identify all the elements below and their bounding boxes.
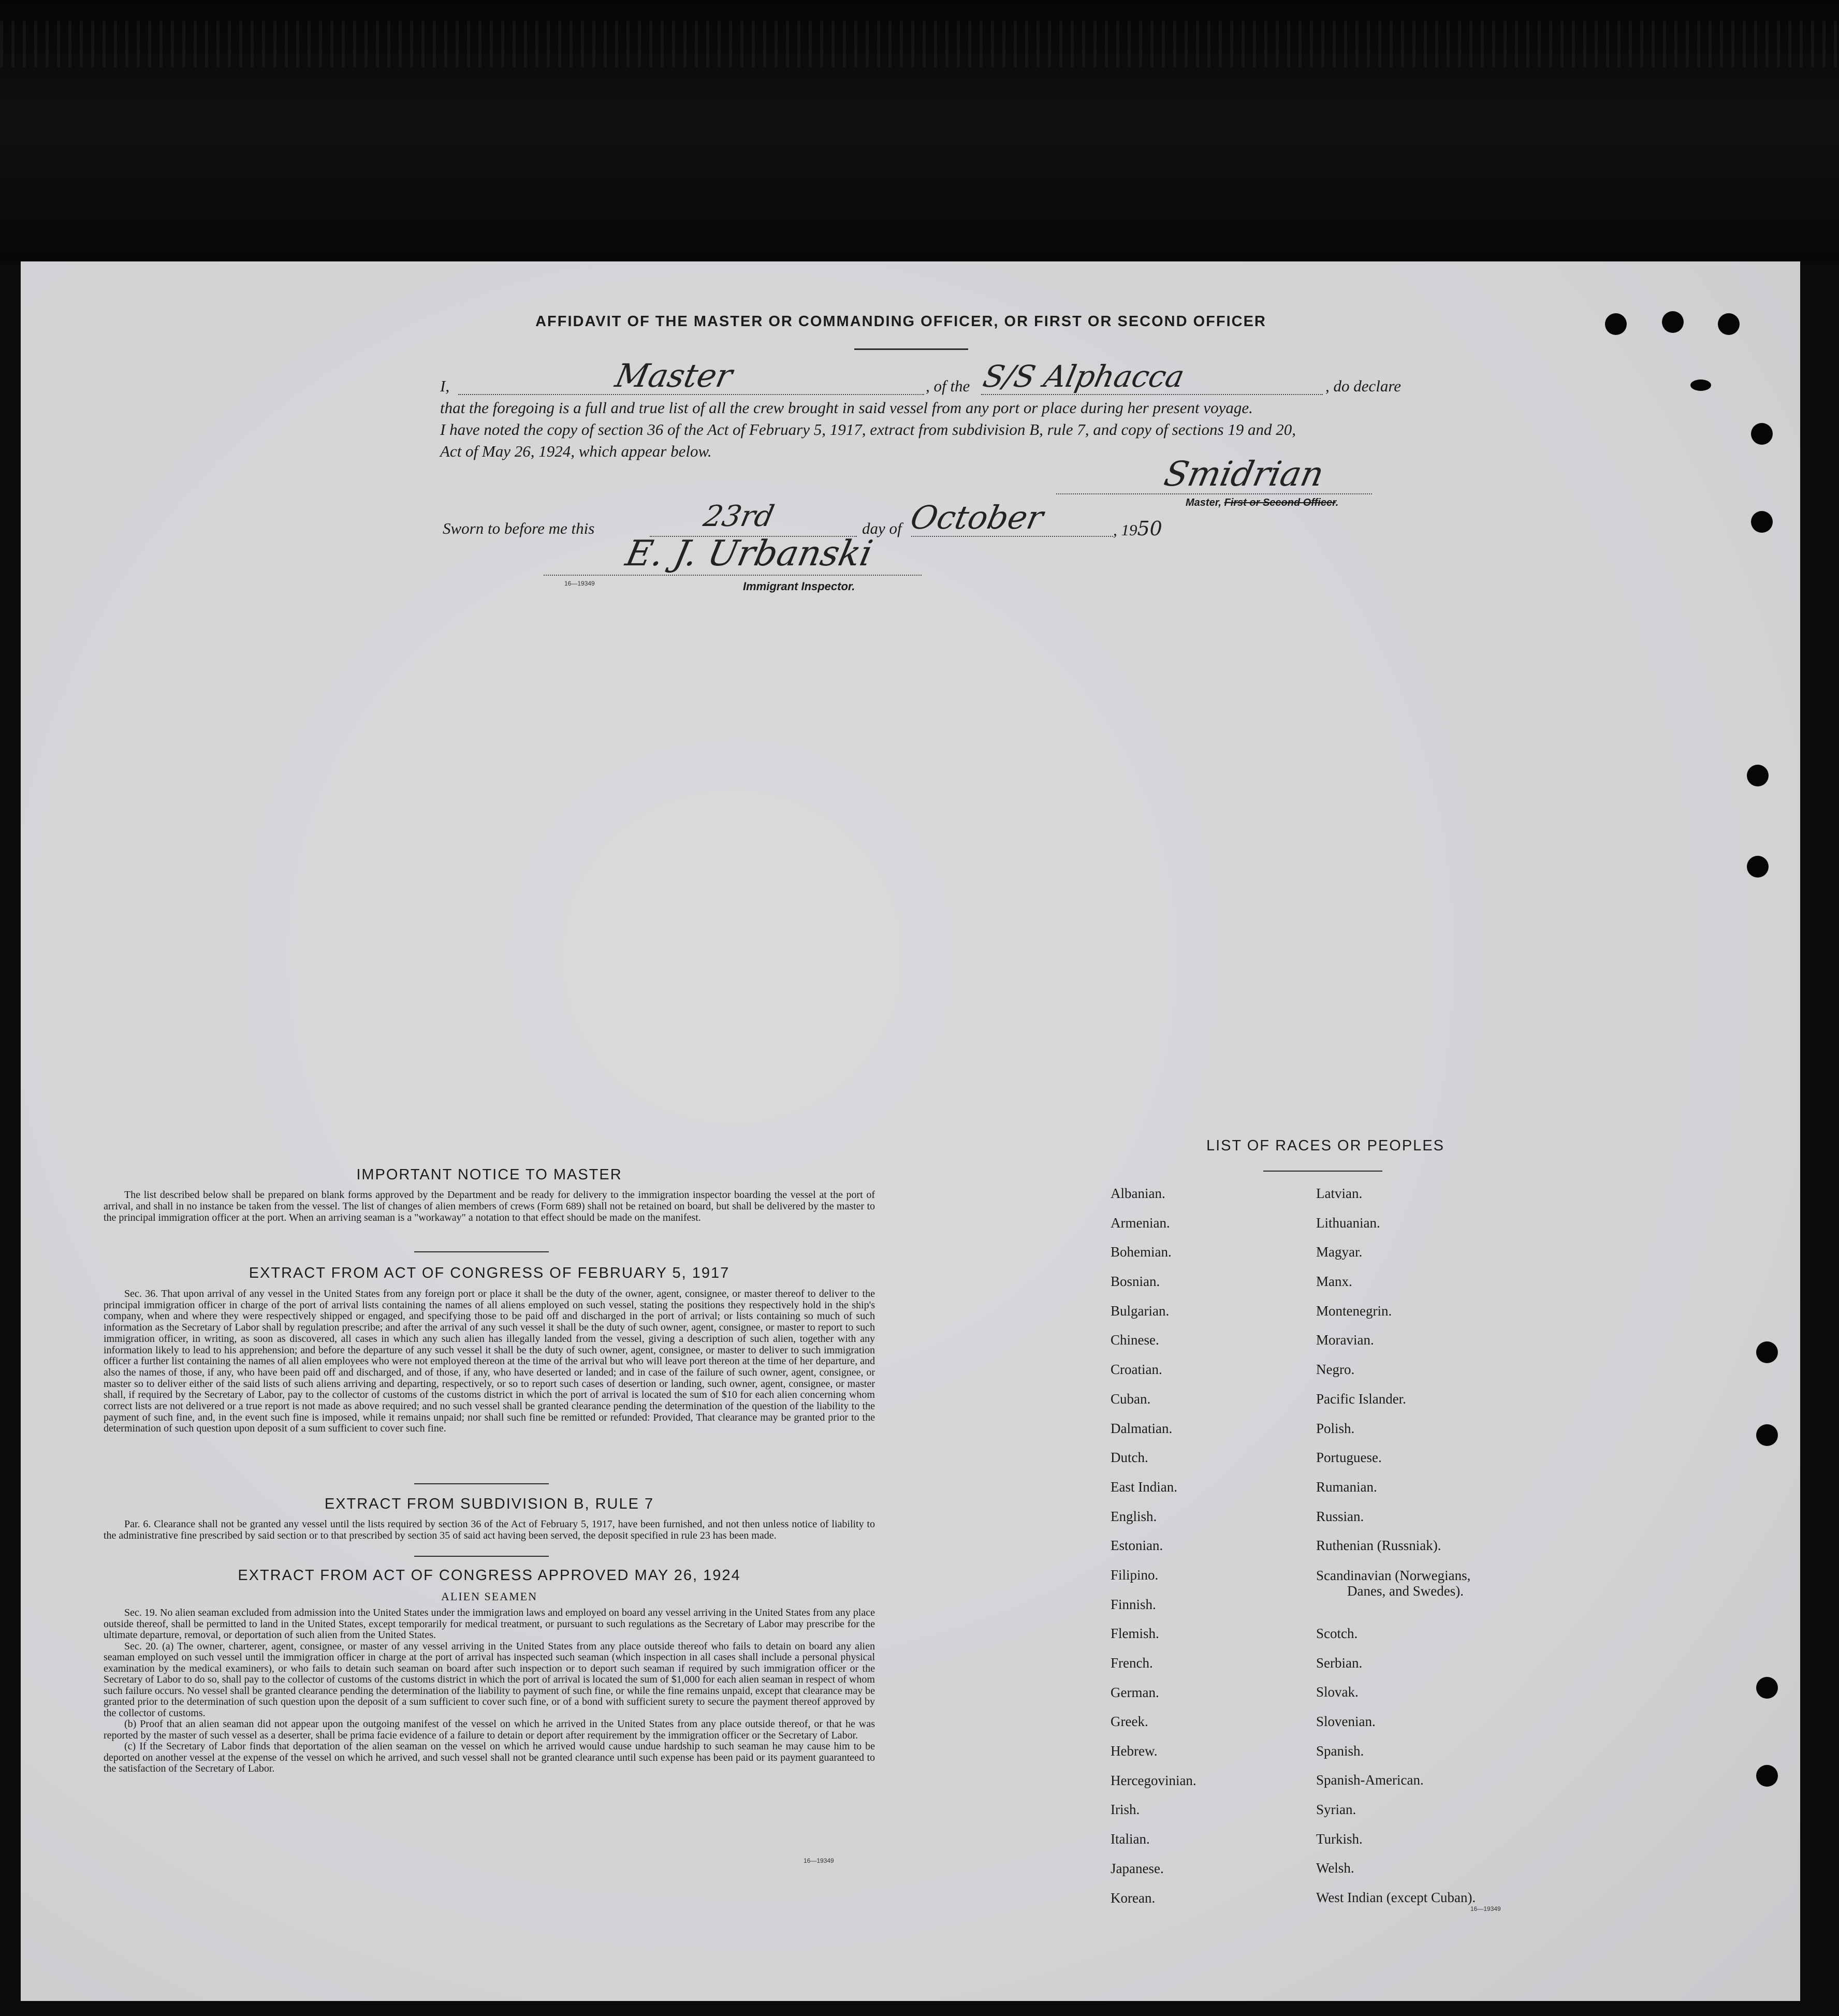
race-item: Chinese. [1111,1332,1159,1348]
race-item: Korean. [1111,1890,1156,1906]
of-the-label: , of the [926,377,970,395]
sworn-label: Sworn to before me this [443,519,595,537]
extract-1917-title: EXTRACT FROM ACT OF CONGRESS OF FEBRUARY 5, 1917 [249,1265,730,1281]
extract-1924-body [104,1608,875,1775]
race-item: Irish. [1111,1802,1140,1818]
affidavit-form-number: 16—19349 [564,580,595,587]
punch-hole [1747,856,1769,878]
race-item: English. [1111,1508,1157,1524]
punch-hole [1756,1765,1778,1787]
scan-background-top [0,0,1839,261]
signature-caption: Master, First or Second Officer. [1186,497,1339,508]
affidavit-title: AFFIDAVIT OF THE MASTER OR COMMANDING OFFICER, OR FIRST OR SECOND OFFICER [535,313,1266,330]
race-item: Spanish. [1316,1743,1364,1759]
race-item: Manx. [1316,1274,1352,1290]
punch-hole [1718,313,1740,335]
notice-body: The list described below shall be prepared on blank forms approved by the Department and be ready for delivery to the immigration inspector boarding the vessel at the port of arrival, and shall in no instance be taken from the vessel. The list of changes of alien members of crews (Form 689) shall not be retained on board, but shall be delivered by the master to the principal immigration officer at the port. When an arriving seaman is a "workaway" a notation to that effect should be made on the manifest. [104,1189,875,1223]
struck-officer-text: First or Second Officer [1224,497,1336,508]
sec-20c-paragraph: (c) If the Secretary of Labor finds that deportation of the alien seaman on the vessel on which he arrived would cause undue hardship to such seaman he may cause him to be deported on another vessel at the expense of the vessel on which he arrived, and such vessel shall not be granted clearance until such expense has been paid or its payment guaranteed to the satisfaction of the Secretary of Labor. [104,1741,875,1774]
race-item: Bohemian. [1111,1244,1172,1260]
extract-form-number: 16—19349 [804,1857,834,1864]
notice-rule [414,1251,549,1252]
race-item: Hebrew. [1111,1743,1158,1759]
race-item: Scandinavian (Norwegians, [1316,1567,1471,1583]
race-item: Filipino. [1111,1567,1159,1583]
race-item: Bulgarian. [1111,1303,1170,1319]
punch-hole [1690,379,1711,391]
affidavit-line-3: I have noted the copy of section 36 of the Act of February 5, 1917, extract from subdivision B, rule 7, and copy of sections 19 and 20, [440,420,1296,439]
punch-hole [1605,313,1627,335]
race-item: German. [1111,1684,1159,1700]
race-item: Spanish-American. [1316,1772,1424,1788]
punch-hole [1662,311,1684,333]
sec-20a-paragraph: Sec. 20. (a) The owner, charterer, agent, consignee, or master of any vessel arriving in the United States from any place outside thereof who fails to detain on board any alien seaman employed on such vessel until the immigration officer in charge at the port of arrival has inspected such seaman (which inspection in all cases shall include a personal physical examination by the medical examiners), or who fails to detain such seaman on board after such inspection or to deport such seaman if required by such immigration officer or the Secretary of Labor to do so, shall pay to the collector of customs of the customs district in which the port of arrival is located the sum of $1,000 for each alien seaman in respect of whom such failure occurs. No vessel shall be granted clearance pending the determination of the liability to payment of such fine, or while the fine remains unpaid, except that clearance may be granted prior to the determination of such question upon the deposit of a sum sufficient to cover such fine, or of a bond with sufficient surety to secure the payment thereof approved by the collector of customs. [104,1640,875,1719]
extract-rule7-title: EXTRACT FROM SUBDIVISION B, RULE 7 [324,1496,654,1512]
race-item: Rumanian. [1316,1479,1377,1495]
race-item: Japanese. [1111,1860,1164,1876]
notice-title: IMPORTANT NOTICE TO MASTER [356,1166,622,1183]
race-item: Flemish. [1111,1626,1159,1642]
extract-rule7-body: Par. 6. Clearance shall not be granted any vessel until the lists required by section 36 of the Act of February 5, 1917, have been furnished, and not then unless notice of liability to the administrative fine prescribed by said section or to that prescribed by section 35 of said act having been served, the deposit specified in rule 23 has been made. [104,1518,875,1541]
inspector-blank [544,575,922,576]
race-item: Estonian. [1111,1538,1163,1554]
race-item: Slovak. [1316,1684,1359,1700]
race-item: East Indian. [1111,1479,1177,1495]
race-item: Russian. [1316,1508,1364,1524]
races-left-list [1111,1179,1196,1912]
punch-hole [1751,423,1773,445]
day-handwriting: 23rd [700,500,777,533]
extract-1917-body: Sec. 36. That upon arrival of any vessel in the United States from any foreign port or place it shall be the duty of the owner, agent, consignee, or master thereof to deliver to the principal immigration officer in charge of the port of arrival lists containing the names of all aliens employed on such vessel, stating the positions they respectively hold in the ship's company, when and where they were respectively shipped or engaged, and specifying those to be paid off and discharged in the port of arrival; or lists containing so much of such information as the Secretary of Labor shall by regulation prescribe; and after the arrival of any such vessel it shall be the duty of such owner, agent, consignee, or master to report to such immigration officer, in writing, as soon as discovered, all cases in which any such alien has illegally landed from the vessel, giving a description of such alien, together with any information likely to lead to his apprehension; and before the departure of any such vessel it shall be the duty of such owner, agent, consignee, or master to deliver to such immigration officer a further list containing the names of all alien employees who were not employed thereon at the time of the arrival but who will leave port thereon at the time of her departure, and also the names of those, if any, who have been paid off and discharged, and of those, if any, who have deserted or landed; and in case of the failure of such owner, agent, consignee, or master so to deliver either of the said lists of such aliens arriving and departing, respectively, or so to report such cases of desertion or landing, such owner, agent, consignee, or master shall, if required by the Secretary of Labor, pay to the collector of customs of the customs district in which the port of arrival is located the sum of $10 for each alien concerning whom correct lists are not delivered or a true report is not made as above required; and no such vessel shall be granted clearance pending the determination of the question of the liability to the payment of such fine, and, in the event such fine is imposed, while it remains unpaid; nor shall such fine be remitted or refunded: Provided, That clearance may be granted prior to the determination of such question upon deposit of a sum sufficient to cover such fine. [104,1288,875,1435]
races-rule [1263,1171,1382,1172]
extract-rule7-rule [414,1556,549,1557]
extract-1924-title: EXTRACT FROM ACT OF CONGRESS APPROVED MAY 26, 1924 [238,1567,741,1584]
race-item: Armenian. [1111,1215,1170,1231]
race-item: Magyar. [1316,1244,1363,1260]
inspector-caption: Immigrant Inspector. [743,580,855,593]
declare-label: , do declare [1325,377,1402,395]
race-item: Serbian. [1316,1655,1363,1671]
sec-19-paragraph: Sec. 19. No alien seaman excluded from admission into the United States under the immigration laws and employed on board any vessel arriving in the United States from any place outside thereof, shall be permitted to land in the United States, except temporarily for medical treatment, or pursuant to such regulations as the Secretary of Labor may prescribe for the ultimate departure, removal, or deportation of such alien from the United States. [104,1607,875,1641]
race-item: Slovenian. [1316,1714,1376,1729]
affidavit-line-2: that the foregoing is a full and true list of all the crew brought in said vessel from any port or place during her present voyage. [440,399,1253,417]
race-item: Polish. [1316,1420,1355,1436]
punch-hole [1756,1341,1778,1363]
race-item: Welsh. [1316,1860,1354,1876]
race-item: Finnish. [1111,1596,1156,1612]
race-item: Danes, and Swedes). [1347,1583,1464,1599]
signature-blank [1056,493,1372,494]
race-item: Syrian. [1316,1802,1356,1818]
race-item: West Indian (except Cuban). [1316,1890,1476,1906]
vessel-blank [981,394,1323,395]
punch-hole [1751,511,1773,533]
race-item: Moravian. [1316,1332,1374,1348]
race-item: Portuguese. [1316,1450,1382,1466]
vessel-handwriting: S/S Alphacca [980,359,1188,394]
race-item: Dalmatian. [1111,1420,1173,1436]
document-sheet [21,261,1800,2001]
races-form-number: 16—19349 [1470,1905,1501,1912]
punch-hole [1747,765,1769,786]
race-item: Italian. [1111,1831,1150,1847]
races-title: LIST OF RACES OR PEOPLES [1206,1137,1445,1154]
master-handwriting: Master [612,357,736,395]
title-rule [854,348,968,350]
extract-1924-subtitle: ALIEN SEAMEN [441,1590,537,1603]
race-item: Hercegovinian. [1111,1772,1196,1788]
race-item: Latvian. [1316,1186,1363,1201]
extract-1917-rule [414,1483,549,1484]
race-item: Bosnian. [1111,1274,1160,1290]
race-item: Greek. [1111,1714,1148,1730]
master-signature: Smidrian [1160,454,1327,494]
race-item: Albanian. [1111,1186,1165,1201]
race-item: Croatian. [1111,1362,1162,1378]
year-handwriting: 50 [1137,517,1162,540]
month-handwriting: October [907,499,1047,536]
punch-hole [1756,1677,1778,1699]
race-item: Turkish. [1316,1831,1363,1847]
race-item: Cuban. [1111,1391,1151,1407]
race-item: Montenegrin. [1316,1303,1392,1319]
inspector-signature: E. J. Urbanski [622,533,877,574]
punch-hole [1756,1424,1778,1446]
day-of-label: day of [862,519,902,537]
race-item: Scotch. [1316,1625,1358,1641]
race-item: Negro. [1316,1362,1355,1378]
affidavit-line-4: Act of May 26, 1924, which appear below. [440,442,712,460]
race-item: Lithuanian. [1316,1215,1380,1231]
race-item: Pacific Islander. [1316,1391,1406,1407]
race-item: Dutch. [1111,1450,1148,1466]
affidavit-i-label: I, [440,377,450,395]
year-field: , 1950 [1113,517,1162,540]
sec-20b-paragraph: (b) Proof that an alien seaman did not appear upon the outgoing manifest of the vessel on which he arrived in the United States from any place outside thereof, or that he was reported by the master of such vessel as a deserter, shall be prima facie evidence of a failure to detain or deport after requirement by the immigration officer or the Secretary of Labor. [104,1718,875,1741]
race-item: Ruthenian (Russniak). [1316,1538,1441,1554]
race-item: French. [1111,1655,1153,1671]
races-right-list [1316,1179,1476,1912]
